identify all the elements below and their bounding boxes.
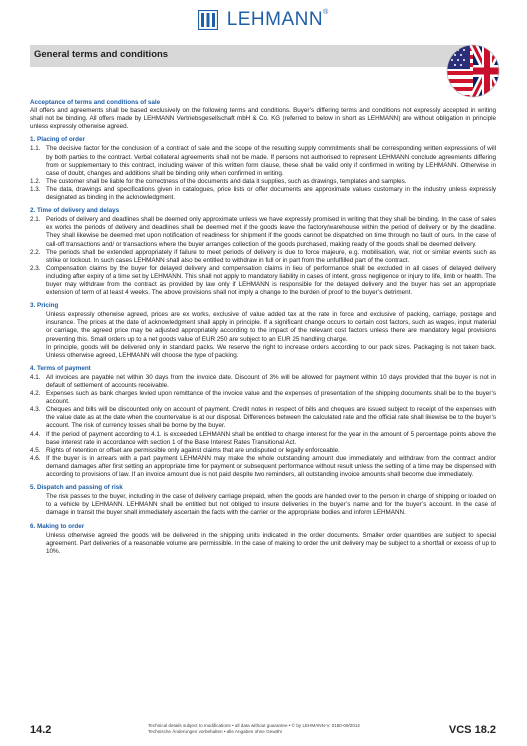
clause-text: The customer shall be liable for the correctness of the documents and data it supplies, such as drawings, templates and samples.	[46, 177, 407, 185]
clause-text: If the period of payment according to 4.1. is exceeded LEHMANN shall be entitled to charge interest for the year in the amount of 5 percentage points above the base interest rate in accordance with section 1 of the Base Interest Rates Transitional Act.	[46, 430, 496, 446]
lehmann-logo-icon	[198, 10, 218, 30]
clause-number: 4.2.	[30, 390, 41, 398]
footer-note-en: Technical details subject to modifications • all data without guarantee • © by LEHMANN-V. 0180-09/2012	[148, 723, 360, 728]
clause	[30, 216, 496, 248]
section-paragraph: Unless otherwise agreed the goods will be delivered in the shipping units indicated in the order documents. Smaller order quantities are subject to special agreement. Part deliveries of a reasonable volume are permissible. In the case of making to order the unit delivery may be subject to a shortfall or excess of up to 10%.	[46, 531, 496, 555]
clause	[30, 186, 496, 202]
clause	[30, 249, 496, 265]
clause-text: Cheques and bills will be discounted only on account of payment. Credit notes in respect of bills and cheques are issued subject to receipt of the expenses with the value date as at the date when the countervalue is at our disposal. Differences between the calculated rate and the official rate shall likewise be to the buyer’s account. The risk of currency losses shall be borne by the buyer.	[46, 406, 496, 430]
page-footer	[30, 722, 496, 740]
terms-content	[30, 99, 496, 556]
footer-notes	[148, 723, 360, 735]
intro-title: Acceptance of terms and conditions of sale	[30, 99, 161, 106]
clause-number: 2.3.	[30, 264, 41, 272]
section-title: 4. Terms of payment	[30, 364, 91, 372]
section-paragraph: In principle, goods will be delivered only in standard packs. We reserve the right to increase orders according to our pack sizes. Packaging is not taken back. Unless otherwise agreed, LEHMANN will choose the type of packing.	[46, 343, 496, 359]
footer-note-de: Technische Änderungen vorbehalten • alle Angaben ohne Gewähr	[148, 729, 283, 735]
section-time-of-delivery	[30, 207, 496, 297]
clause-text: Periods of delivery and deadlines shall be deemed only approximate unless we have expressly promised in writing that they shall be binding. In the case of sales ex works the periods of delivery and deadlines shall be deemed met if the goods leave the factory/warehouse within the period of delivery or by the deadline. They shall likewise be deemed met upon notification of readiness for shipment if the goods cannot be dispatched on time through no fault of ours. In the case of call-off transactions and/ or transactions where the buyer arranges collection of the goods purchased, making ready of the goods shall be deemed delivery.	[46, 216, 496, 248]
section-title: 5. Dispatch and passing of risk	[30, 484, 123, 492]
clause	[30, 406, 496, 430]
section-paragraph: The risk passes to the buyer, including in the case of delivery carriage prepaid, when the goods are handed over to the person in charge of shipping or loaded on to a vehicle by LEHMANN. LEHMANN shall be entitled but not obliged to insure deliveries in the buyer’s name and for the buyer’s account. In the case of damage in transit the buyer shall immediately ascertain the facts with the carrier or the appropriate bodies and inform LEHMANN.	[46, 493, 496, 517]
clause-number: 1.1.	[30, 145, 41, 153]
clause-number: 4.3.	[30, 406, 41, 414]
section-pricing	[30, 302, 496, 360]
clause-text: Expenses such as bank charges levied upon remittance of the invoice value and the expenses of presentation of the shipping documents shall be to the buyer’s account.	[46, 390, 496, 406]
page-title: General terms and conditions	[34, 49, 169, 60]
section-title: 2. Time of delivery and delays	[30, 207, 120, 215]
clause-text: Compensation claims by the buyer for delayed delivery and compensation claims in lieu of performance shall be excluded in all cases of delayed delivery including after expiry of a time set by LEHMANN. This shall not apply to mandatory liability in cases of intent, gross negligence or injury to life, limb or health. The buyer may withdraw from the contract as provided by law only if LEHMANN is responsible for the delayed delivery and the buyer has set an appropriate extension of term of at least 4 weeks. The above provisions shall not imply a change to the burden of proof to the buyer’s detriment.	[46, 264, 496, 297]
section-paragraph: Unless expressly otherwise agreed, prices are ex works, exclusive of value added tax at the rate in force and exclusive of packing, carriage, postage and insurance. The prices at the date of acknowledgment shall apply in principle. If a significant change occurs to certain cost factors, such as wages, input material or carriage, the agreed price may be adjusted appropriately according to the impact of the relevant cost factors unless there are mandatory legal provisions preventing this. Small orders up to a net goods value of EUR 250 are subject to an EUR 25 handling charge.	[46, 311, 496, 343]
clause-number: 4.6.	[30, 454, 41, 462]
section-title: 1. Placing of order	[30, 136, 85, 144]
clause-number: 4.4.	[30, 430, 41, 438]
section-dispatch-and-risk	[30, 484, 496, 517]
clause	[30, 455, 496, 479]
clause-text: The periods shall be extended appropriately if failure to meet periods of delivery is due to force majeure, e.g. mobilisation, war, riot or similar events such as strike or lockout. In such cases LEHMANN shall also be entitled to withdraw in full or in part from the unfulfilled part of the contract.	[46, 248, 496, 264]
clause-text: The data, drawings and specifications given in catalogues, price lists or offer documents are approximate values customary in the industry unless expressly designated as binding in the acknowledgment.	[46, 185, 496, 202]
clause	[30, 447, 496, 455]
section-title: 3. Pricing	[30, 302, 59, 310]
clause-number: 1.3.	[30, 185, 41, 193]
clause	[30, 431, 496, 447]
section-placing-of-order	[30, 136, 496, 202]
clause-number: 4.5.	[30, 446, 41, 454]
clause	[30, 265, 496, 297]
page-number: 14.2	[30, 724, 52, 736]
intro-section	[30, 99, 496, 131]
page-title-bar	[30, 45, 471, 67]
section-making-to-order	[30, 523, 496, 556]
clause	[30, 390, 496, 406]
lehmann-logo	[0, 9, 527, 31]
intro-text: All offers and agreements shall be based exclusively on the following terms and conditions. Buyer’s differing terms and conditions not expressly accepted in writing shall not be binding. All offers made by LEHMANN Vertriebsgesellschaft mbH & Co. KG (referred to below in short as LEHMANN) are without obligation in principle unless expressly otherwise agreed.	[30, 107, 496, 131]
clause	[30, 145, 496, 177]
clause-number: 2.1.	[30, 216, 41, 224]
section-terms-of-payment	[30, 365, 496, 479]
clause-number: 4.1.	[30, 373, 41, 381]
clause-text: The decisive factor for the conclusion of a contract of sale and the scope of the resulting supply commitments shall be corresponding written expressions of will by both parties to the contract. Verbal collateral agreements shall not be made. If persons not authorised to represent LEHMANN conclude agreements differing from or supplementary to this contract, including waiver of this written form clause, these shall be valid only if confirmed in writing by LEHMANN. Otherwise in case of doubt, changes and additions shall be binding only when confirmed in writing.	[46, 145, 496, 177]
clause	[30, 374, 496, 390]
section-title: 6. Making to order	[30, 522, 85, 530]
catalog-code: VCS 18.2	[448, 724, 496, 736]
us-uk-flag-icon	[446, 44, 500, 98]
clause-text: If the buyer is in arrears with a part payment LEHMANN may make the whole outstanding amount due immediately and withdraw from the contract and/or demand damages after first setting an appropriate time for payment or subsequent performance without result unless the setting of a time may be dispensed with according to provisions of law. If an invoice amount due is not paid despite two reminders, all outstanding invoice amounts shall become due immediately.	[46, 454, 496, 479]
clause	[30, 178, 496, 186]
clause-text: Rights of retention or offset are permissible only against claims that are undisputed or legally enforceable.	[46, 446, 340, 454]
clause-number: 1.2.	[30, 177, 41, 185]
clause-text: All invoices are payable net within 30 days from the invoice date. Discount of 3% will be allowed for payment within 10 days provided that the buyer is not in default of settlement of accounts receivable.	[46, 373, 496, 389]
clause-number: 2.2.	[30, 248, 41, 256]
brand-name: LEHMANN®	[226, 9, 329, 30]
